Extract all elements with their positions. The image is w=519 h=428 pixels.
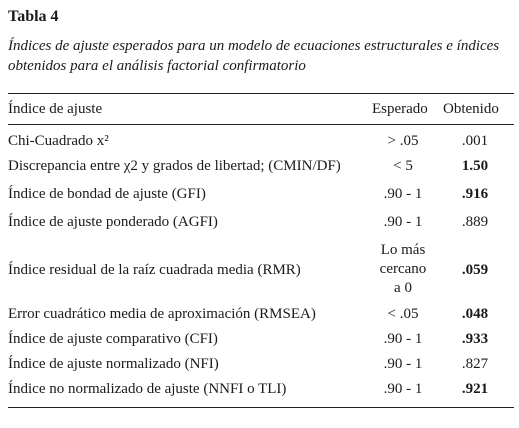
cell-obtenido: .889 xyxy=(461,214,489,230)
header-obtenido: Obtenido xyxy=(443,101,499,117)
bottom-rule xyxy=(8,407,514,408)
cell-esperado xyxy=(364,241,442,298)
top-rule xyxy=(8,93,514,94)
cell-esperado-line: cercano xyxy=(379,261,427,277)
cell-esperado: < .05 xyxy=(387,306,419,322)
cell-indice: Índice de ajuste normalizado (NFI) xyxy=(8,356,219,372)
cell-indice: Índice no normalizado de ajuste (NNFI o TLI) xyxy=(8,381,287,397)
header-esperado: Esperado xyxy=(372,101,428,117)
cell-obtenido: .916 xyxy=(461,186,489,202)
cell-indice: Índice de ajuste ponderado (AGFI) xyxy=(8,214,218,230)
cell-esperado: .90 - 1 xyxy=(383,381,423,397)
cell-obtenido: .048 xyxy=(461,306,489,322)
cell-obtenido: .827 xyxy=(461,356,489,372)
cell-indice: Índice de bondad de ajuste (GFI) xyxy=(8,186,206,202)
cell-esperado: < 5 xyxy=(393,158,413,174)
table-title: Tabla 4 xyxy=(8,8,59,25)
cell-obtenido: 1.50 xyxy=(461,158,489,174)
table-caption: Índices de ajuste esperados para un modelo de ecuaciones estructurales e índices obtenidos para el análisis factorial confirmatorio xyxy=(8,38,500,74)
cell-indice: Índice residual de la raíz cuadrada media (RMR) xyxy=(8,262,301,278)
header-rule xyxy=(8,124,514,125)
cell-esperado: .90 - 1 xyxy=(383,356,423,372)
cell-indice: Índice de ajuste comparativo (CFI) xyxy=(8,331,218,347)
cell-esperado: .90 - 1 xyxy=(383,331,423,347)
cell-esperado: .90 - 1 xyxy=(383,186,423,202)
cell-obtenido: .059 xyxy=(461,262,489,278)
cell-obtenido: .921 xyxy=(461,381,489,397)
cell-obtenido: .001 xyxy=(461,133,489,149)
cell-indice: Discrepancia entre χ2 y grados de libertad; (CMIN/DF) xyxy=(8,158,341,174)
header-indice: Índice de ajuste xyxy=(8,101,103,117)
cell-obtenido: .933 xyxy=(461,331,489,347)
cell-esperado-line: Lo más xyxy=(380,242,426,258)
cell-esperado-line: a 0 xyxy=(394,280,412,296)
cell-indice: Error cuadrático media de aproximación (RMSEA) xyxy=(8,306,316,322)
cell-esperado: .90 - 1 xyxy=(383,214,423,230)
cell-indice: Chi-Cuadrado x² xyxy=(8,133,109,149)
cell-esperado: > .05 xyxy=(387,133,419,149)
